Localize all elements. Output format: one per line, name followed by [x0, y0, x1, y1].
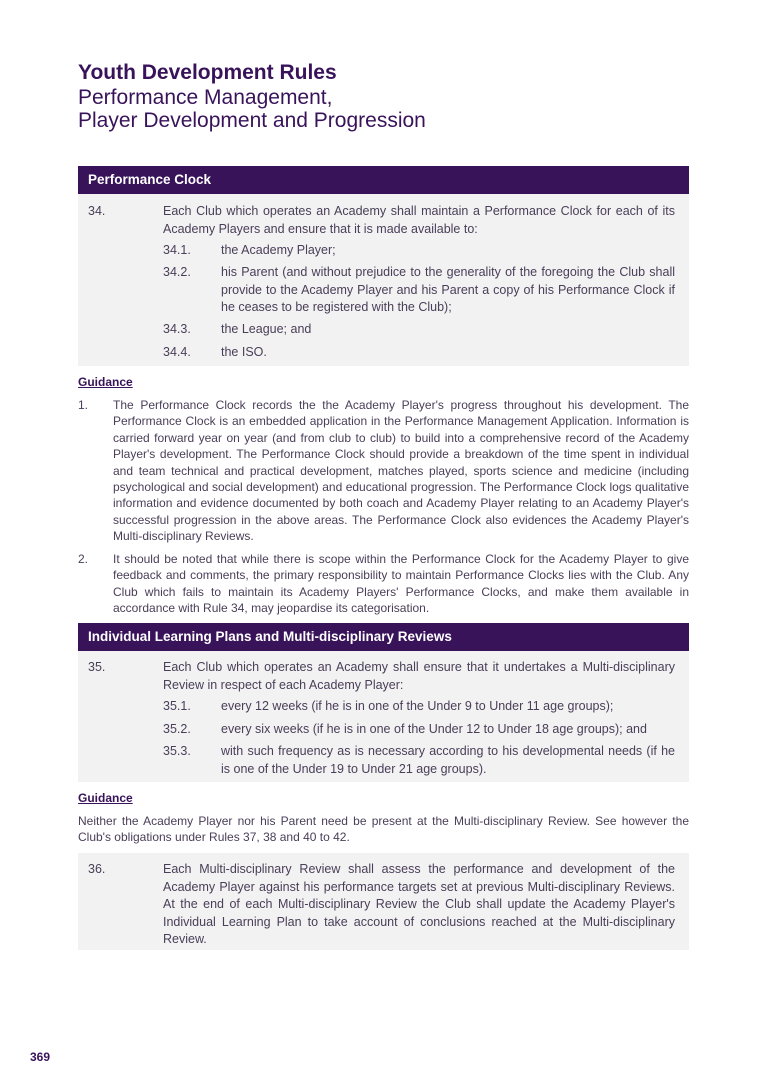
- section-heading-ilp-reviews: Individual Learning Plans and Multi-disciplinary Reviews: [78, 623, 689, 651]
- subrule-text: every 12 weeks (if he is in one of the Under 9 to Under 11 age groups);: [221, 699, 614, 713]
- page-title-block: [78, 60, 698, 132]
- page-subtitle-line-2: Player Development and Progression: [78, 109, 426, 132]
- section-heading-performance-clock: Performance Clock: [78, 166, 689, 194]
- subrule-number: 34.3.: [163, 322, 191, 336]
- subrule-text: the ISO.: [221, 345, 267, 359]
- rule-35-box: [78, 651, 689, 782]
- rule-text: Each Club which operates an Academy shall ensure that it undertakes a Multi-disciplinary Review in respect of each Academy Player:: [163, 660, 675, 692]
- rule-number: 34.: [88, 204, 106, 218]
- subrule-text: every six weeks (if he is in one of the Under 12 to Under 18 age groups); and: [221, 722, 647, 736]
- subrule-number: 35.2.: [163, 722, 191, 736]
- subrule-number: 35.1.: [163, 699, 191, 713]
- guidance-item-number: 2.: [78, 552, 89, 566]
- subrule-text: the Academy Player;: [221, 243, 336, 257]
- subrule-text: his Parent (and without prejudice to the generality of the foregoing the Club shall provide to the Academy Player and his Parent a copy of his Performance Clock if he ceases to be registered with the Club);: [221, 265, 675, 314]
- page-title: Youth Development Rules: [78, 61, 337, 84]
- page-number: 369: [30, 1050, 51, 1064]
- rule-text: Each Club which operates an Academy shall maintain a Performance Clock for each of its Academy Players and ensure that it is made available to:: [163, 204, 675, 236]
- page-subtitle-line-1: Performance Management,: [78, 86, 333, 109]
- rule-text: Each Multi-disciplinary Review shall assess the performance and development of the Academy Player against his performance targets set at previous Multi-disciplinary Reviews. At the end of each Multi-disciplinary Review the Club shall update the Academy Player's Individual Learning Plan to take account of conclusions reached at the Multi-disciplinary Review.: [163, 862, 675, 946]
- subrule-number: 35.3.: [163, 744, 191, 758]
- guidance-item-text: It should be noted that while there is scope within the Performance Clock for the Academy Player to give feedback and comments, the primary responsibility to maintain Performance Clocks lies with the Club. Any Club which fails to maintain its Academy Players' Performance Clocks, and make them available in accordance with Rule 34, may jeopardise its categorisation.: [113, 552, 689, 616]
- guidance-item-text: The Performance Clock records the the Academy Player's progress throughout his development. The Performance Clock is an embedded application in the Performance Management Application. Information is carried forward year on year (and from club to club) to build into a comprehensive record of the Academy Player's development. The Performance Clock should provide a breakdown of the time spent in individual and team technical and practical development, matches played, sports science and medicine (including psychological and social development) and educational progression. The Performance Clock logs qualitative information and evidence documented by both coach and Academy Player relating to an Academy Player's successful progression in the above areas. The Performance Clock also evidences the Academy Player's Multi-disciplinary Reviews.: [113, 398, 689, 544]
- guidance-heading: Guidance: [78, 791, 133, 805]
- subrule-number: 34.4.: [163, 345, 191, 359]
- guidance-heading: Guidance: [78, 375, 133, 389]
- subrule-text: the League; and: [221, 322, 312, 336]
- rule-34-box: [78, 194, 689, 366]
- subrule-text: with such frequency as is necessary according to his developmental needs (if he is one of the Under 19 to Under 21 age groups).: [221, 744, 675, 776]
- guidance-paragraph: Neither the Academy Player nor his Parent need be present at the Multi-disciplinary Review. See however the Club's obligations under Rules 37, 38 and 40 to 42.: [78, 814, 689, 845]
- rule-36-box: [78, 853, 689, 950]
- subrule-number: 34.1.: [163, 243, 191, 257]
- rule-number: 36.: [88, 862, 106, 876]
- guidance-item-number: 1.: [78, 398, 89, 412]
- rule-number: 35.: [88, 660, 106, 674]
- subrule-number: 34.2.: [163, 265, 191, 279]
